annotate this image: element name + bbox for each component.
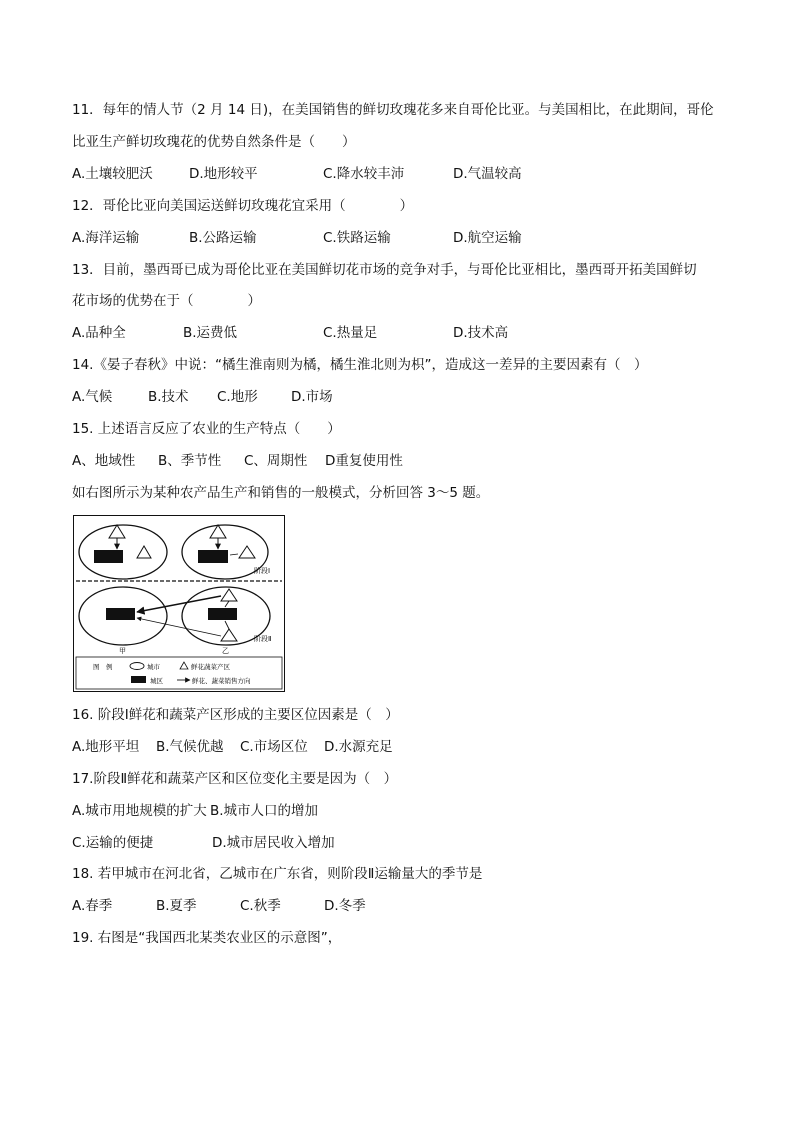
q15-option-b: B、季节性: [158, 453, 222, 469]
agriculture-diagram: [73, 515, 285, 692]
q15-option-a: A、地域性: [72, 453, 136, 469]
intro-text: 如右图所示为某种农产品生产和销售的一般模式，分析回答 3～5 题。: [72, 485, 490, 501]
q12-option-b: B.公路运输: [189, 230, 257, 246]
q12-option-c: C.铁路运输: [323, 230, 391, 246]
q12-line1: 12．哥伦比亚向美国运送鲜切玫瑰花宜采用（ ）: [72, 198, 414, 214]
q16-option-d: D.水源充足: [324, 739, 393, 755]
legend-district: 城区: [150, 677, 163, 685]
q11-line1: 11．每年的情人节（2 月 14 日)，在美国销售的鲜切玫瑰花多来自哥伦比亚。与美国相比，在此期间，哥伦: [72, 102, 714, 118]
q17-option-c: C.运输的便捷: [72, 835, 154, 851]
stage2-label: 阶段Ⅱ: [254, 635, 272, 643]
q11-line2: 比亚生产鲜切玫瑰花的优势自然条件是（ ）: [72, 134, 356, 150]
legend-title: 图 例: [93, 663, 113, 671]
stage1-label: 阶段Ⅰ: [254, 567, 271, 575]
legend-area: 鲜花蔬菜产区: [191, 663, 230, 671]
q16-option-a: A.地形平坦: [72, 739, 140, 755]
q14-option-c: C.地形: [217, 389, 258, 405]
q12-option-d: D.航空运输: [453, 230, 522, 246]
q17-option-d: D.城市居民收入增加: [212, 835, 335, 851]
q19-line1: 19. 右图是“我国西北某类农业区的示意图”，: [72, 930, 342, 946]
q13-option-b: B.运费低: [183, 325, 238, 341]
q12-option-a: A.海洋运输: [72, 230, 140, 246]
q17-line1: 17.阶段Ⅱ鲜花和蔬菜产区和区位变化主要是因为（ ）: [72, 771, 398, 787]
yi-label: 乙: [222, 647, 229, 655]
q13-option-a: A.品种全: [72, 325, 126, 341]
q11-option-d: D.气温较高: [453, 166, 522, 182]
q15-option-c: C、周期性: [244, 453, 308, 469]
q13-line1: 13．目前，墨西哥已成为哥伦比亚在美国鲜切花市场的竞争对手，与哥伦比亚相比，墨西哥开拓美国鲜切: [72, 262, 697, 278]
q11-option-b: D.地形较平: [189, 166, 258, 182]
q18-line1: 18. 若甲城市在河北省，乙城市在广东省，则阶段Ⅱ运输量大的季节是: [72, 866, 483, 882]
legend-city: 城市: [147, 663, 160, 671]
q18-option-c: C.秋季: [240, 898, 281, 914]
q16-option-b: B.气候优越: [156, 739, 224, 755]
q16-option-c: C.市场区位: [240, 739, 308, 755]
q16-line1: 16. 阶段Ⅰ鲜花和蔬菜产区形成的主要区位因素是（ ）: [72, 707, 399, 723]
q13-option-d: D.技术高: [453, 325, 509, 341]
q18-option-d: D.冬季: [324, 898, 366, 914]
q14-option-b: B.技术: [148, 389, 189, 405]
q11-option-a: A.土壤较肥沃: [72, 166, 153, 182]
q15-option-d: D重复使用性: [325, 453, 403, 469]
q14-line1: 14.《晏子春秋》中说：“橘生淮南则为橘，橘生淮北则为枳”，造成这一差异的主要因素有（ ）: [72, 357, 648, 373]
q14-option-d: D.市场: [291, 389, 333, 405]
legend-direction: 鲜花、蔬菜销售方向: [192, 677, 251, 685]
q14-option-a: A.气候: [72, 389, 113, 405]
jia-label: 甲: [119, 647, 126, 655]
urban-district-block: [94, 550, 123, 563]
q11-option-c: C.降水较丰沛: [323, 166, 405, 182]
q18-option-a: A.春季: [72, 898, 113, 914]
q17-option-b: B.城市人口的增加: [210, 803, 319, 819]
q15-line1: 15. 上述语言反应了农业的生产特点（ ）: [72, 421, 341, 437]
q13-option-c: C.热量足: [323, 325, 378, 341]
q13-line2: 花市场的优势在于（ ）: [72, 293, 261, 309]
q17-option-a: A.城市用地规模的扩大: [72, 803, 207, 819]
q18-option-b: B.夏季: [156, 898, 197, 914]
